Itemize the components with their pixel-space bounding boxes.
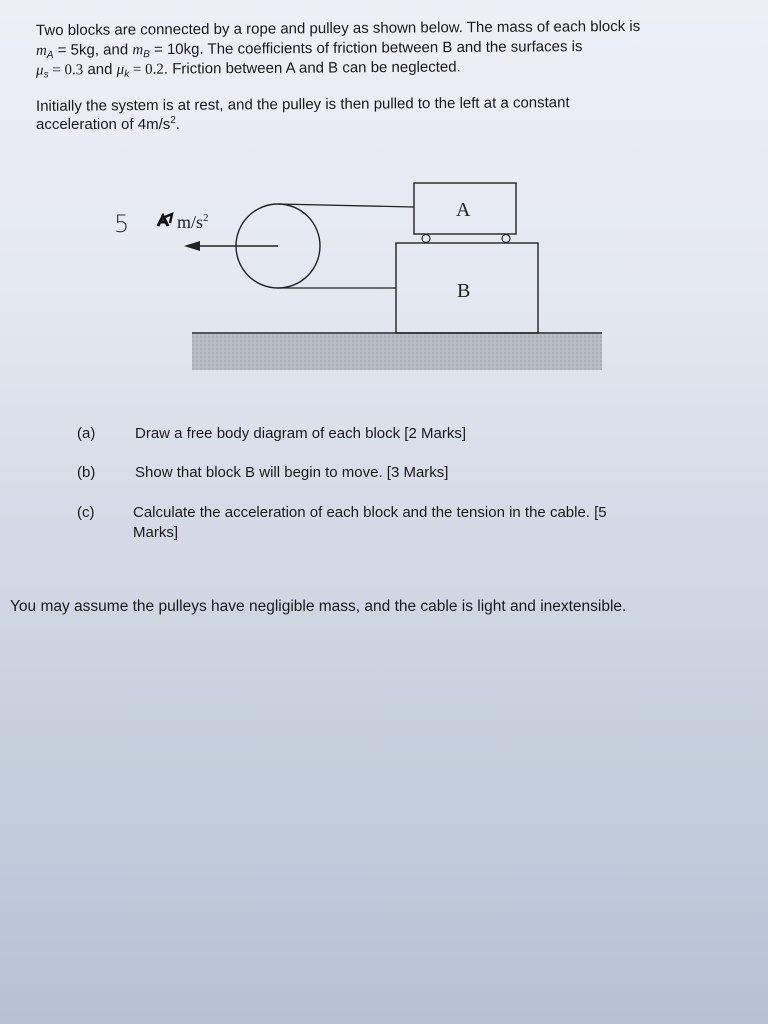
question-c-label: (c) — [77, 504, 95, 521]
block-a-wheel-right — [502, 235, 510, 243]
mus-value: = 0.3 — [48, 62, 84, 79]
and-word: and — [83, 60, 117, 79]
intro-line-1: Two blocks are connected by a rope and pulley as shown below. The mass of each block is — [35, 17, 641, 40]
handwritten-accel-value: 5 — [114, 210, 130, 238]
assumption-note: You may assume the pulleys have negligible mass, and the cable is light and inextensible. — [10, 598, 627, 615]
mb-subscript: B — [143, 49, 150, 61]
block-b-label: B — [457, 280, 471, 302]
friction-note: . Friction between A and B can be neglected. — [163, 58, 461, 78]
acceleration-arrowhead — [184, 241, 200, 251]
accel-unit-text: m/s — [177, 212, 204, 232]
question-c-text-continued: Marks] — [133, 524, 178, 541]
initial-accel-period: . — [175, 116, 180, 133]
mb-symbol: m — [132, 42, 144, 59]
muk-symbol: μ — [116, 61, 125, 78]
question-c-text: Calculate the acceleration of each block and the tension in the cable. [5 — [133, 504, 607, 521]
block-a-label: A — [456, 199, 471, 221]
question-a-text: Draw a free body diagram of each block [2 Marks] — [135, 425, 466, 442]
question-b-text: Show that block B will begin to move. [3 Marks] — [135, 464, 449, 481]
mb-value: = 10kg. The coefficients of friction between B and the surfaces is — [149, 38, 583, 59]
initial-accel-text: acceleration of 4m/s — [36, 116, 171, 133]
ma-subscript: A — [46, 49, 54, 61]
muk-subscript: k — [124, 68, 130, 80]
question-a-label: (a) — [77, 425, 96, 442]
ground-surface — [192, 334, 602, 370]
ma-symbol: m — [35, 42, 47, 59]
scribble-mark — [158, 214, 172, 226]
muk-value: = 0.2 — [129, 61, 164, 78]
ma-value: = 5kg, and — [53, 41, 133, 59]
initial-accel-sup: 2 — [170, 115, 176, 126]
block-a-wheel-left — [422, 235, 430, 243]
mus-subscript: s — [43, 69, 49, 81]
pulley-block-diagram — [0, 0, 768, 400]
rope-top — [278, 204, 414, 207]
initial-line-1: Initially the system is at rest, and the pulley is then pulled to the left at a constant — [35, 94, 570, 115]
accel-unit-sup: 2 — [203, 212, 209, 224]
accel-unit — [177, 212, 209, 232]
mus-symbol: μ — [35, 62, 44, 79]
question-b-label: (b) — [77, 464, 96, 481]
